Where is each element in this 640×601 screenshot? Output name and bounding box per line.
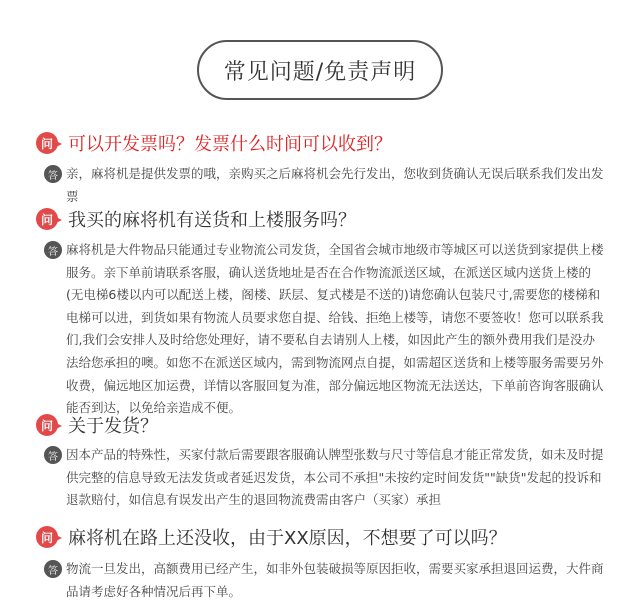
faq-question (36, 412, 158, 438)
faq-question (36, 130, 392, 156)
answer-text: 亲，麻将机是提供发票的哦，亲购买之后麻将机会先行发出，您收到货确认无误后联系我们发出发票 (66, 166, 604, 204)
faq-question (36, 524, 507, 550)
answer-text: 因本产品的特殊性，买家付款后需要跟客服确认牌型张数与尺寸等信息才能正常发货，如未及时提供完整的信息导致无法发货或者延迟发货，本公司不承担"未按约定时间发货""缺货"发起的投诉和退款赔付，如信息有误发出产生的退回物流费需由客户（买家）承担 (66, 447, 604, 508)
faq-answer (44, 444, 604, 512)
faq-answer (44, 558, 604, 601)
answer-badge-icon: 答 (44, 446, 62, 464)
faq-question (36, 206, 356, 232)
title-section (0, 40, 640, 104)
answer-badge-icon: 答 (44, 560, 62, 578)
question-badge-icon: 问 (36, 208, 58, 230)
question-badge-icon: 问 (36, 526, 58, 548)
question-text: 麻将机在路上还没收，由于XX原因，不想要了可以吗？ (68, 528, 507, 549)
faq-answer (44, 239, 604, 420)
faq-answer (44, 163, 604, 208)
answer-badge-icon: 答 (44, 241, 62, 259)
question-badge-icon: 问 (36, 414, 58, 436)
answer-text: 麻将机是大件物品只能通过专业物流公司发货，全国省会城市地级市等城区可以送货到家提供上楼服务。亲下单前请联系客服，确认送货地址是否在合作物流派送区域，在派送区域内送货上楼的(无电梯6楼以内可以配送上楼，阁楼、跃层、复式楼是不送的)请您确认包装尺寸,需要您的楼梯和电梯可以进，到货如果有物流人员要求您自提、给钱、拒绝上楼等，请您不要签收！您可以联系我们,我们会安排人及时给您处理好，请不要私自去请别人上楼，如因此产生的额外费用我们是没办法给您承担的噢。如您不在派送区域内，需到物流网点自提，如需超区送货和上楼等服务需要另外收费，偏远地区加运费，详情以客服回复为准，部分偏远地区物流无法送达，下单前咨询客服确认能否到达，以免给亲造成不便。 (66, 242, 604, 416)
question-text: 关于发货？ (68, 416, 158, 437)
question-badge-icon: 问 (36, 132, 58, 154)
question-text: 可以开发票吗？发票什么时间可以收到？ (68, 134, 392, 155)
question-text: 我买的麻将机有送货和上楼服务吗？ (68, 210, 356, 231)
page-title: 常见问题/免责声明 (197, 40, 443, 100)
answer-text: 物流一旦发出，高额费用已经产生，如非外包装破损等原因拒收，需要买家承担退回运费，大件商品请考虑好各种情况后再下单。 (66, 561, 604, 599)
answer-badge-icon: 答 (44, 165, 62, 183)
